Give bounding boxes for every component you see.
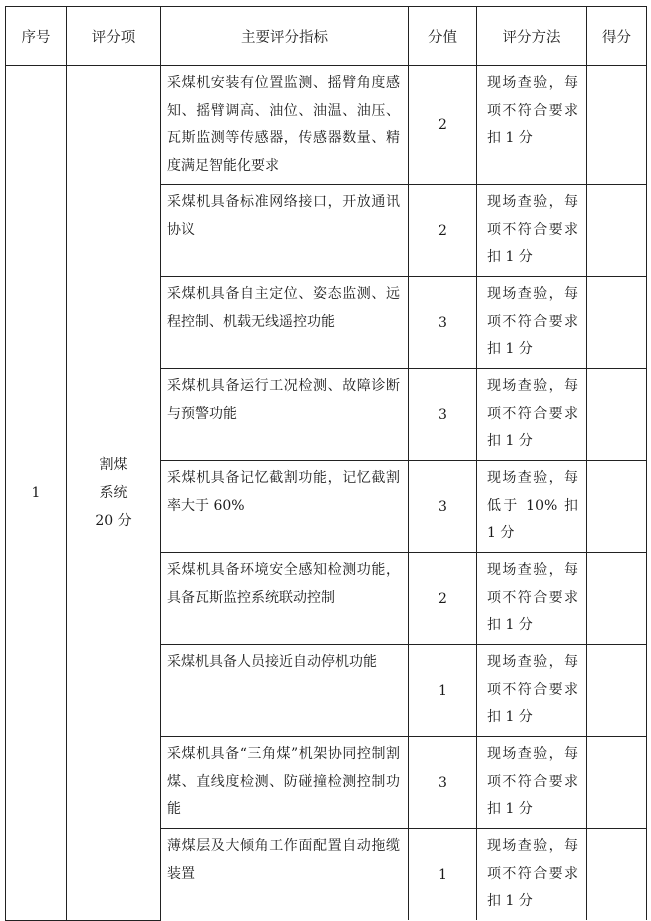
indicator-cell: 采煤机具备记忆截割功能，记忆截割率大于 60% [161, 461, 409, 553]
indicator-cell: 薄煤层及大倾角工作面配置自动拖缆装置 [161, 829, 409, 921]
score-cell [587, 277, 647, 369]
value-cell: 2 [409, 185, 477, 277]
score-cell [587, 185, 647, 277]
indicator-cell: 采煤机具备环境安全感知检测功能，具备瓦斯监控系统联动控制 [161, 553, 409, 645]
value-cell: 3 [409, 737, 477, 829]
method-cell: 现场查验，每项不符合要求扣 1 分 [477, 829, 587, 921]
group-item [67, 66, 161, 921]
header-item: 评分项 [67, 7, 161, 66]
score-cell [587, 645, 647, 737]
indicator-cell: 采煤机安装有位置监测、摇臂角度感知、摇臂调高、油位、油温、油压、瓦斯监测等传感器，传感器数量、精度满足智能化要求 [161, 66, 409, 185]
header-score: 得分 [587, 7, 647, 66]
indicator-cell: 采煤机具备运行工况检测、故障诊断与预警功能 [161, 369, 409, 461]
table-row [6, 66, 647, 185]
header-indicator: 主要评分指标 [161, 7, 409, 66]
scoring-table [5, 6, 647, 921]
value-cell: 1 [409, 645, 477, 737]
header-method: 评分方法 [477, 7, 587, 66]
indicator-cell: 采煤机具备“三角煤”机架协同控制割煤、直线度检测、防碰撞检测控制功能 [161, 737, 409, 829]
method-cell: 现场查验，每项不符合要求扣 1 分 [477, 553, 587, 645]
score-cell [587, 829, 647, 921]
group-item-line: 系统 [99, 484, 128, 501]
header-row [6, 7, 647, 66]
indicator-cell: 采煤机具备自主定位、姿态监测、远程控制、机载无线遥控功能 [161, 277, 409, 369]
score-cell [587, 737, 647, 829]
value-cell: 2 [409, 553, 477, 645]
value-cell: 3 [409, 277, 477, 369]
value-cell: 3 [409, 461, 477, 553]
group-item-points: 20 分 [95, 512, 132, 529]
value-cell: 2 [409, 66, 477, 185]
score-cell [587, 461, 647, 553]
score-cell [587, 66, 647, 185]
header-no: 序号 [6, 7, 67, 66]
value-cell: 1 [409, 829, 477, 921]
header-value: 分值 [409, 7, 477, 66]
group-number: 1 [6, 66, 67, 921]
group-item-line: 割煤 [99, 456, 128, 473]
method-cell: 现场查验，每项不符合要求扣 1 分 [477, 66, 587, 185]
method-cell: 现场查验，每项不符合要求扣 1 分 [477, 185, 587, 277]
score-cell [587, 553, 647, 645]
method-cell: 现场查验，每低于 10% 扣 1 分 [477, 461, 587, 553]
method-cell: 现场查验，每项不符合要求扣 1 分 [477, 737, 587, 829]
value-cell: 3 [409, 369, 477, 461]
method-cell: 现场查验，每项不符合要求扣 1 分 [477, 645, 587, 737]
indicator-cell: 采煤机具备标准网络接口，开放通讯协议 [161, 185, 409, 277]
method-cell: 现场查验，每项不符合要求扣 1 分 [477, 277, 587, 369]
score-cell [587, 369, 647, 461]
indicator-cell: 采煤机具备人员接近自动停机功能 [161, 645, 409, 737]
method-cell: 现场查验，每项不符合要求扣 1 分 [477, 369, 587, 461]
